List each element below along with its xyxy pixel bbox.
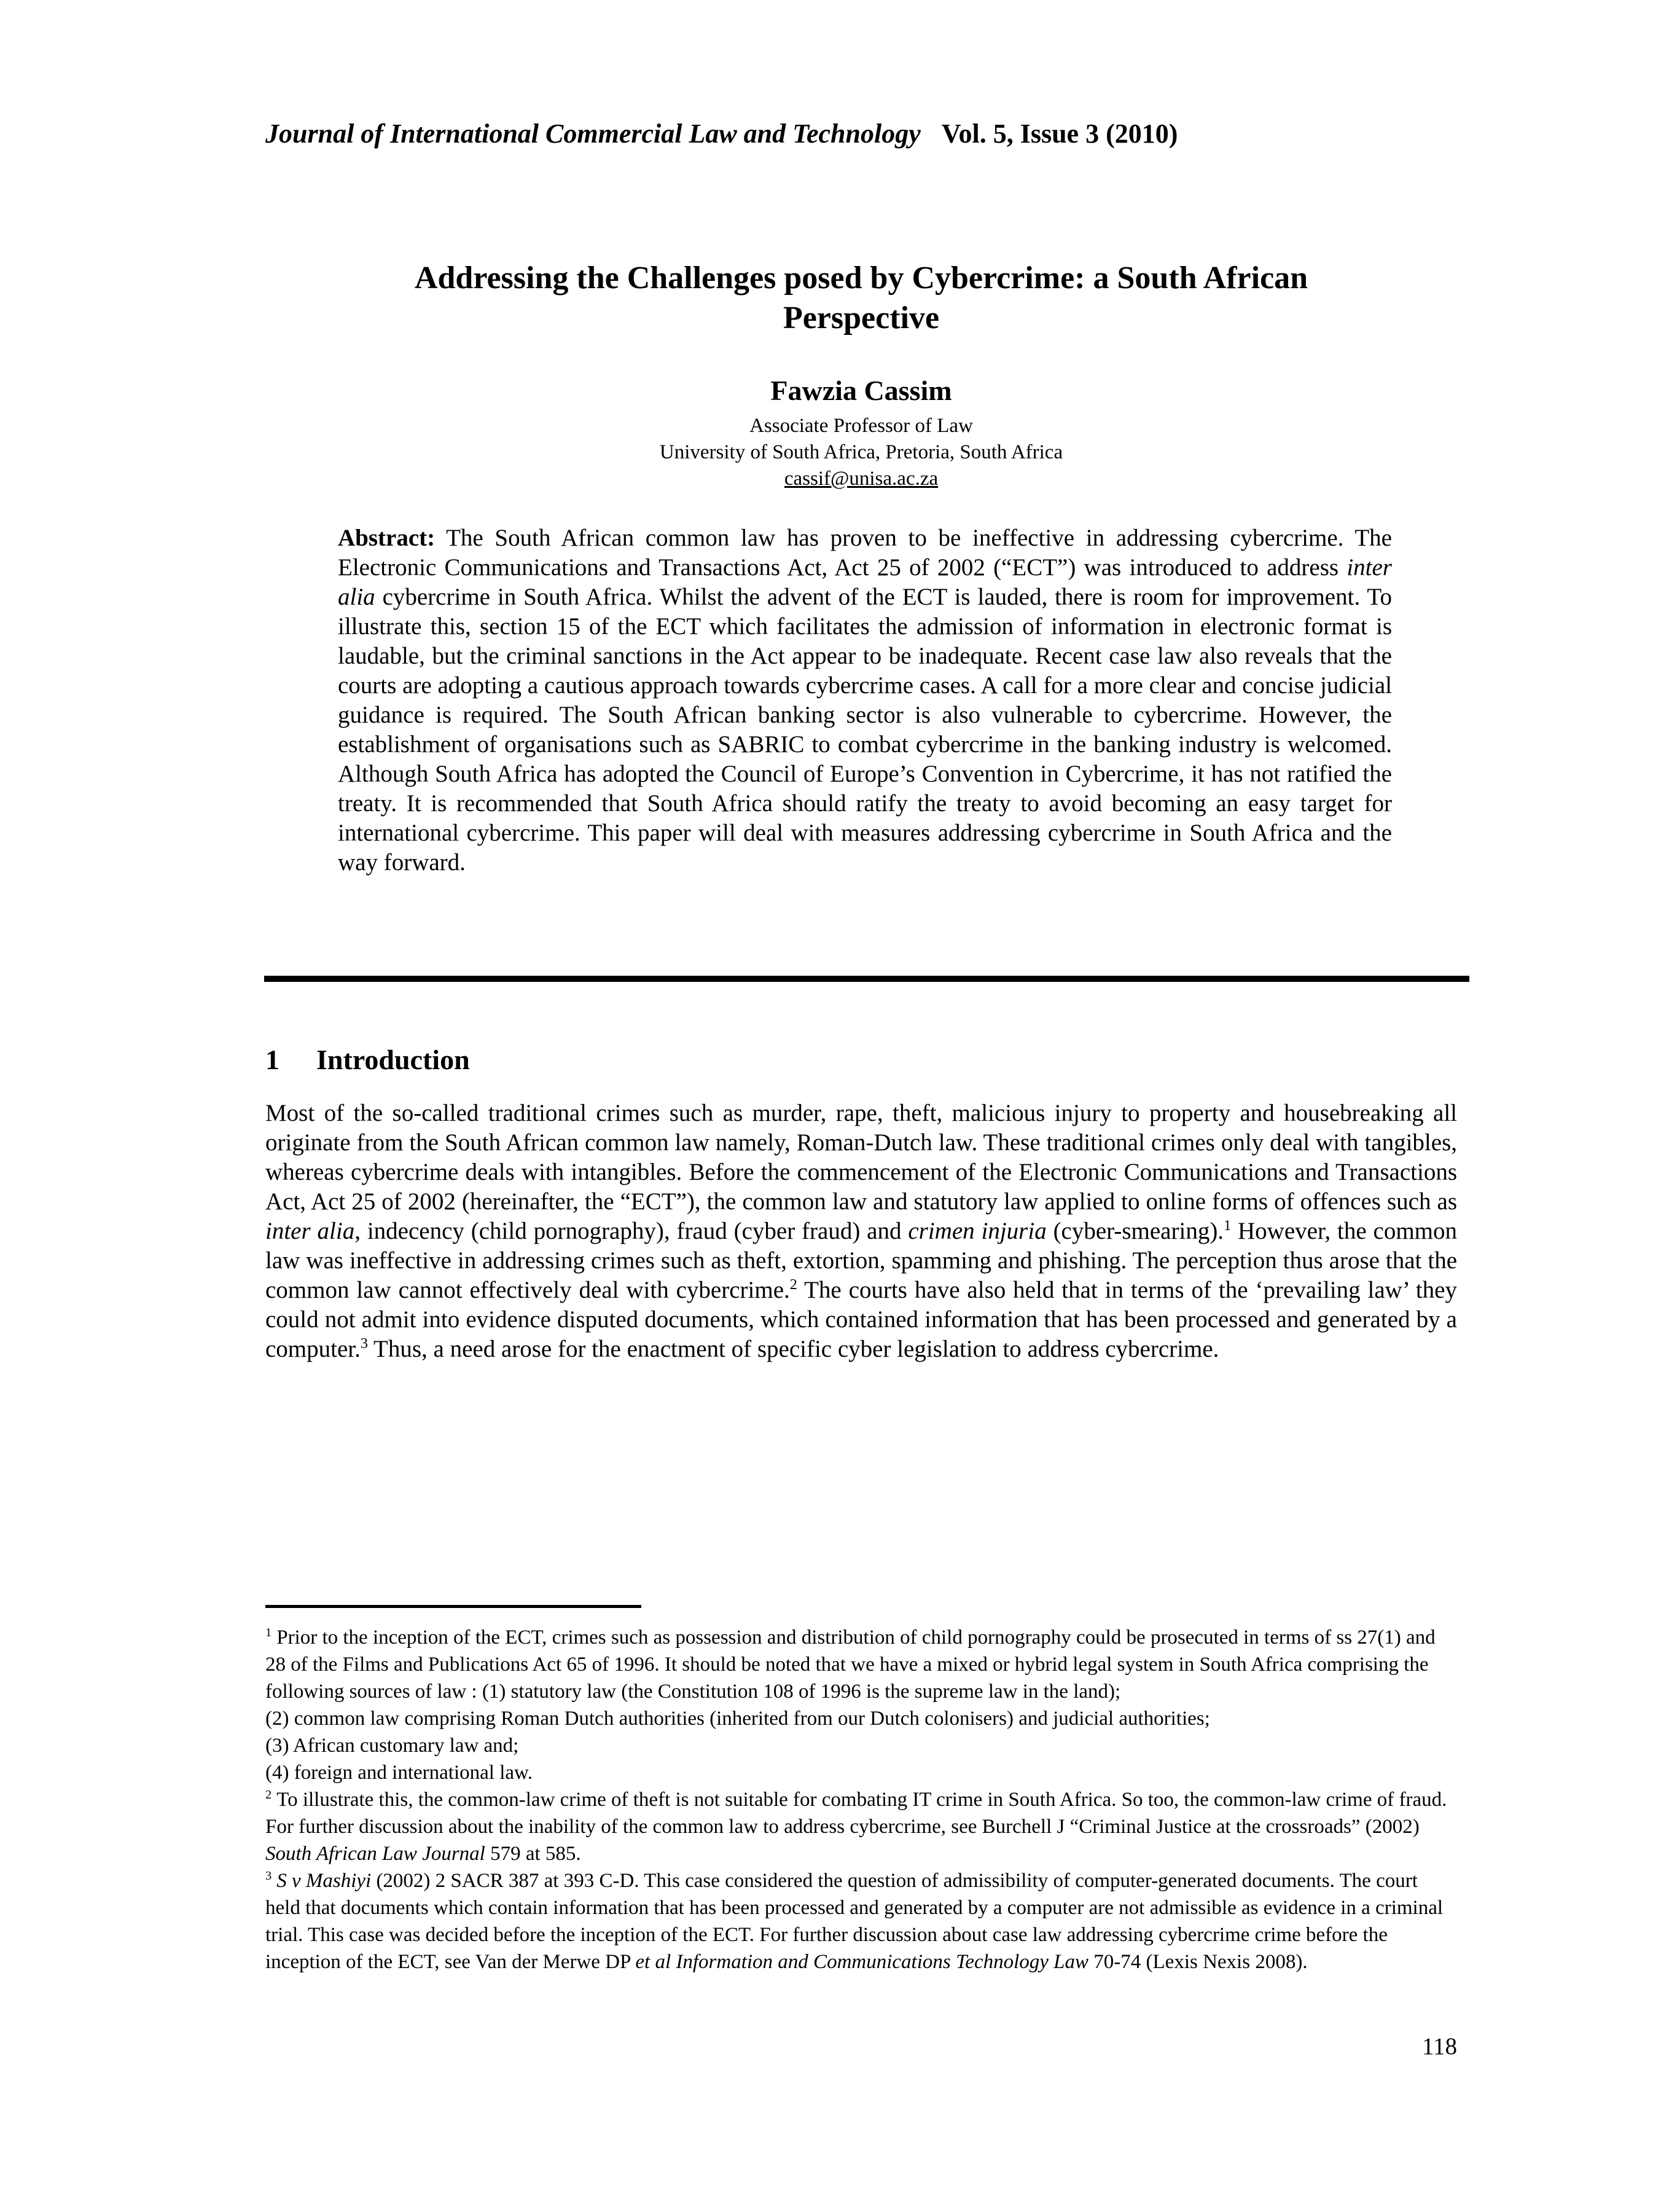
text-run: 70-74 (Lexis Nexis 2008). bbox=[1088, 1951, 1308, 1973]
page-number: 118 bbox=[1421, 2033, 1457, 2060]
author-block bbox=[265, 374, 1457, 492]
footnote-reference: 2 bbox=[789, 1276, 797, 1293]
text-run: To illustrate this, the common-law crime of theft is not suitable for combating IT crime in South Africa. So too, the common-law crime of fraud. For further discussion about the inability of the common law to address cybercrime, see Burchell J “Criminal Justice at the crossroads” (2002) bbox=[265, 1789, 1447, 1838]
section-number: 1 bbox=[265, 1044, 279, 1075]
section-heading bbox=[265, 1043, 1457, 1076]
article-title: Addressing the Challenges posed by Cybercrime: a South African Perspective bbox=[414, 261, 1308, 335]
text-run: South African Law Journal bbox=[265, 1843, 485, 1865]
journal-issue: Vol. 5, Issue 3 (2010) bbox=[941, 119, 1178, 149]
author-name: Fawzia Cassim bbox=[770, 375, 952, 406]
footnote bbox=[265, 1624, 1457, 1786]
text-run: Prior to the inception of the ECT, crimes such as possession and distribution of child pornography could be prosecuted in terms of ss 27(1) and 28 of the Films and Publications Act 65 of 1996. It should be noted that we have a mixed or hybrid legal system in South Africa comprising the following sources of law : (1) statutory law (the Constitution 108 of 1996 is the supreme law in the land); bbox=[265, 1626, 1436, 1703]
footnote-reference: 1 bbox=[1224, 1217, 1232, 1234]
text-run: The courts have also held that in terms of the ‘prevailing law’ they could not admit into evidence disputed documents, which contained information that has been processed and generated by a computer. bbox=[265, 1277, 1457, 1362]
text-run: inter alia bbox=[338, 554, 1392, 610]
section-divider-rule bbox=[264, 976, 1469, 982]
footnotes-list bbox=[265, 1624, 1457, 1975]
text-run: , indecency (child pornography), fraud (cyber fraud) and bbox=[354, 1218, 909, 1244]
introduction-paragraph bbox=[265, 1099, 1457, 1364]
author-affiliation: University of South Africa, Pretoria, South Africa bbox=[659, 441, 1063, 463]
abstract-paragraph bbox=[338, 524, 1392, 877]
text-run: The South African common law has proven to be ineffective in addressing cybercrime. The Electronic Communications and Transactions Act, Act 25 of 2002 (“ECT”) was introduced to address bbox=[338, 525, 1392, 581]
text-run: (4) foreign and international law. bbox=[265, 1762, 533, 1784]
footnote bbox=[265, 1867, 1457, 1975]
running-header bbox=[265, 118, 1469, 149]
text-run: Most of the so-called traditional crimes such as murder, rape, theft, malicious injury to property and housebreaking all originate from the South African common law namely, Roman-Dutch law. These traditional crimes only deal with tangibles, whereas cybercrime deals with intangibles. Before the commencement of the Electronic Communications and Transactions Act, Act 25 of 2002 (hereinafter, the “ECT”), the common law and statutory law applied to online forms of offences such as bbox=[265, 1100, 1457, 1215]
text-run: (2) common law comprising Roman Dutch authorities (inherited from our Dutch colonisers) and judicial authorities; bbox=[265, 1708, 1210, 1730]
footnote-marker: 2 bbox=[265, 1788, 272, 1802]
author-email-link[interactable]: cassif@unisa.ac.za bbox=[784, 468, 939, 490]
author-role: Associate Professor of Law bbox=[749, 415, 973, 437]
footnote-area bbox=[265, 1605, 1457, 1975]
footnote-separator-rule bbox=[265, 1605, 641, 1608]
footnote-reference: 3 bbox=[360, 1335, 368, 1352]
text-run: Abstract: bbox=[338, 525, 436, 551]
text-run: S v Mashiyi bbox=[276, 1870, 372, 1892]
footnote-marker: 3 bbox=[265, 1869, 272, 1883]
text-run: crimen injuria bbox=[908, 1218, 1047, 1244]
text-run: However, the common law was ineffective in addressing crimes such as theft, extortion, spamming and phishing. The perception thus arose that the common law cannot effectively deal with cybercrime. bbox=[265, 1218, 1457, 1303]
text-run: et al Information and Communications Technology Law bbox=[635, 1951, 1089, 1973]
text-run: inter alia bbox=[265, 1218, 355, 1244]
section-title: Introduction bbox=[316, 1044, 470, 1075]
text-run: Thus, a need arose for the enactment of specific cyber legislation to address cybercrime. bbox=[367, 1336, 1219, 1362]
footnote bbox=[265, 1786, 1457, 1867]
footnote-marker: 1 bbox=[265, 1626, 272, 1639]
text-run: 579 at 585. bbox=[485, 1843, 581, 1865]
text-run: (2002) 2 SACR 387 at 393 C-D. This case considered the question of admissibility of computer-generated documents. The court held that documents which contain information that has been processed and generated by a computer are not admissible as evidence in a criminal trial. This case was decided before the inception of the ECT. For further discussion about case law addressing cybercrime crime before the inception of the ECT, see Van der Merwe DP bbox=[265, 1870, 1444, 1973]
journal-name: Journal of International Commercial Law and Technology bbox=[265, 119, 921, 149]
text-run: (3) African customary law and; bbox=[265, 1735, 519, 1757]
text-run: (cyber-smearing). bbox=[1046, 1218, 1224, 1244]
text-run: cybercrime in South Africa. Whilst the advent of the ECT is lauded, there is room for improvement. To illustrate this, section 15 of the ECT which facilitates the admission of information in electronic format is laudable, but the criminal sanctions in the Act appear to be inadequate. Recent case law also reveals that the courts are adopting a cautious approach towards cybercrime cases. A call for a more clear and concise judicial guidance is required. The South African banking sector is also vulnerable to cybercrime. However, the establishment of organisations such as SABRIC to combat cybercrime in the banking industry is welcomed. Although South Africa has adopted the Council of Europe’s Convention in Cybercrime, it has not ratified the treaty. It is recommended that South Africa should ratify the treaty to avoid becoming an easy target for international cybercrime. This paper will deal with measures addressing cybercrime in South Africa and the way forward. bbox=[338, 584, 1392, 876]
